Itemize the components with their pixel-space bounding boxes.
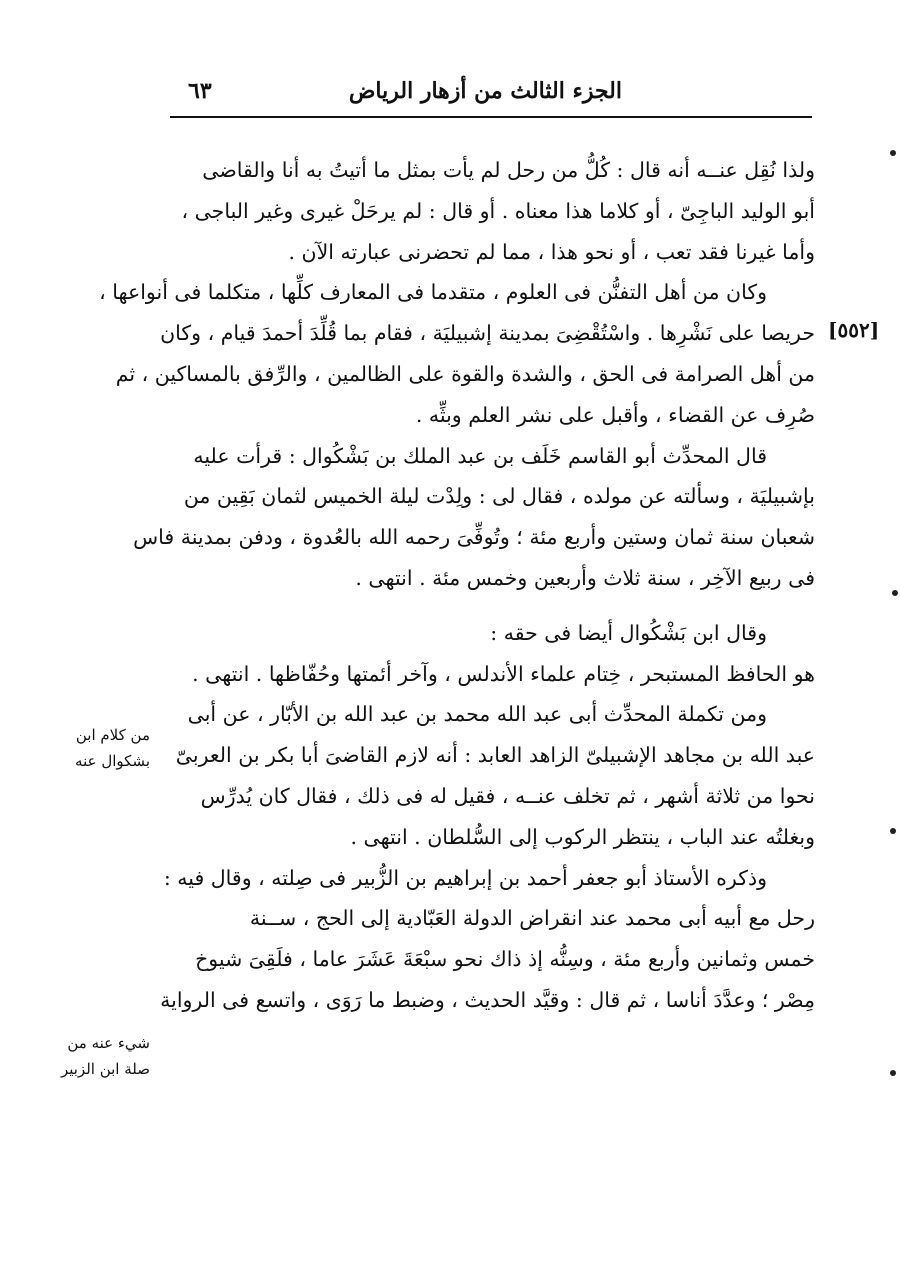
text-line: وبغلتُه عند الباب ، ينتظر الركوب إلى السُّلطان . انتهى .	[350, 824, 815, 849]
text-line: نحوا من ثلاثة أشهر ، ثم تخلف عنــه ، فقيل له فى ذلك ، فقال كان يُدرِّس	[200, 783, 815, 808]
text-line: هو الحافظ المستبحر ، خِتام علماء الأندلس ، وآخر أئمتها وحُفّاظها . انتهى .	[192, 661, 815, 686]
scan-speck	[892, 590, 898, 596]
scan-speck	[890, 150, 896, 156]
text-line: رحل مع أبيه أبى محمد عند انقراض الدولة العَبّادية إلى الحج ، ســنة	[249, 906, 815, 931]
margin-note-line: شيء عنه من	[67, 1034, 150, 1052]
text-line: وكان من أهل التفنُّن فى العلوم ، متقدما فى المعارف كلِّها ، متكلما فى أنواعها ،	[99, 280, 767, 305]
text-line: حريصا على نَشْرِها . واسْتُقْضِىَ بمدينة إشبيليَة ، فقام بما قُلِّدَ أحمدَ قيام ، وكان	[160, 321, 815, 346]
text-line: وأما غيرنا فقد تعب ، أو نحو هذا ، مما لم تحضرنى عبارته الآن .	[288, 239, 815, 264]
text-line: أبو الوليد الباجِىّ ، أو كلاما هذا معناه . أو قال : لم يرحَلْ غيرى وغير الباجى ،	[181, 198, 815, 223]
scan-speck	[890, 1070, 896, 1076]
text-line: صُرِف عن القضاء ، وأقبل على نشر العلم وبثِّه .	[415, 402, 815, 427]
running-header	[170, 78, 812, 112]
text-line: وذكره الأستاذ أبو جعفر أحمد بن إبراهيم بن الزُّبير فى صِلته ، وقال فيه :	[163, 865, 767, 890]
text-line: وقال ابن بَشْكُوال أيضا فى حقه :	[490, 620, 767, 645]
text-line: ومن تكملة المحدِّث أبى عبد الله محمد بن عبد الله بن الأبّار ، عن أبى	[187, 702, 767, 727]
text-line: مِصْر ؛ وعدَّدَ أناسا ، ثم قال : وقيَّد الحديث ، وضبط ما رَوَى ، واتسع فى الرواية	[160, 987, 815, 1012]
scan-speck	[890, 828, 896, 834]
text-line: عبد الله بن مجاهد الإشبيلىّ الزاهد العابد : أنه لازم القاضىَ أبا بكر بن العربىّ	[175, 743, 815, 768]
margin-note-line: بشكوال عنه	[75, 752, 150, 770]
margin-note-ibn-zubayr	[30, 1030, 150, 1082]
margin-note-line: صلة ابن الزبير	[60, 1060, 150, 1078]
text-line: قال المحدِّث أبو القاسم خَلَف بن عبد الملك بن بَشْكُوال : قرأت عليه	[193, 443, 767, 468]
text-line: ولذا نُقِل عنــه أنه قال : كُلُّ من رحل لم يأت بمثل ما أتيتُ به أنا والقاضى	[202, 158, 815, 182]
page-number: ٦٣	[188, 78, 212, 104]
header-title: الجزء الثالث من أزهار الرياض	[348, 78, 622, 104]
text-line: بإشبيليَة ، وسألته عن مولده ، فقال لى : ولِدْت ليلة الخميس لثمان بَقِين من	[183, 484, 815, 509]
text-line: من أهل الصرامة فى الحق ، والشدة والقوة على الظالمين ، والرِّفق بالمساكين ، ثم	[115, 361, 815, 386]
text-line: شعبان سنة ثمان وستين وأربع مئة ؛ وتُوفِّىَ رحمه الله بالعُدوة ، ودفن بمدينة فاس	[133, 525, 815, 550]
text-line: فى ربيع الآخِر ، سنة ثلاث وأربعين وخمس مئة . انتهى .	[355, 565, 815, 590]
text-line: خمس وثمانين وأربع مئة ، وسِنُّه إذ ذاك نحو سبْعَةَ عَشَرَ عاما ، فلَقِىَ شيوخ	[195, 947, 815, 972]
margin-note-line: من كلام ابن	[75, 726, 150, 744]
margin-note-ibn-bashkuwal	[30, 722, 150, 774]
header-rule	[170, 116, 812, 118]
original-page-marker: [٥٥٢]	[828, 318, 880, 342]
